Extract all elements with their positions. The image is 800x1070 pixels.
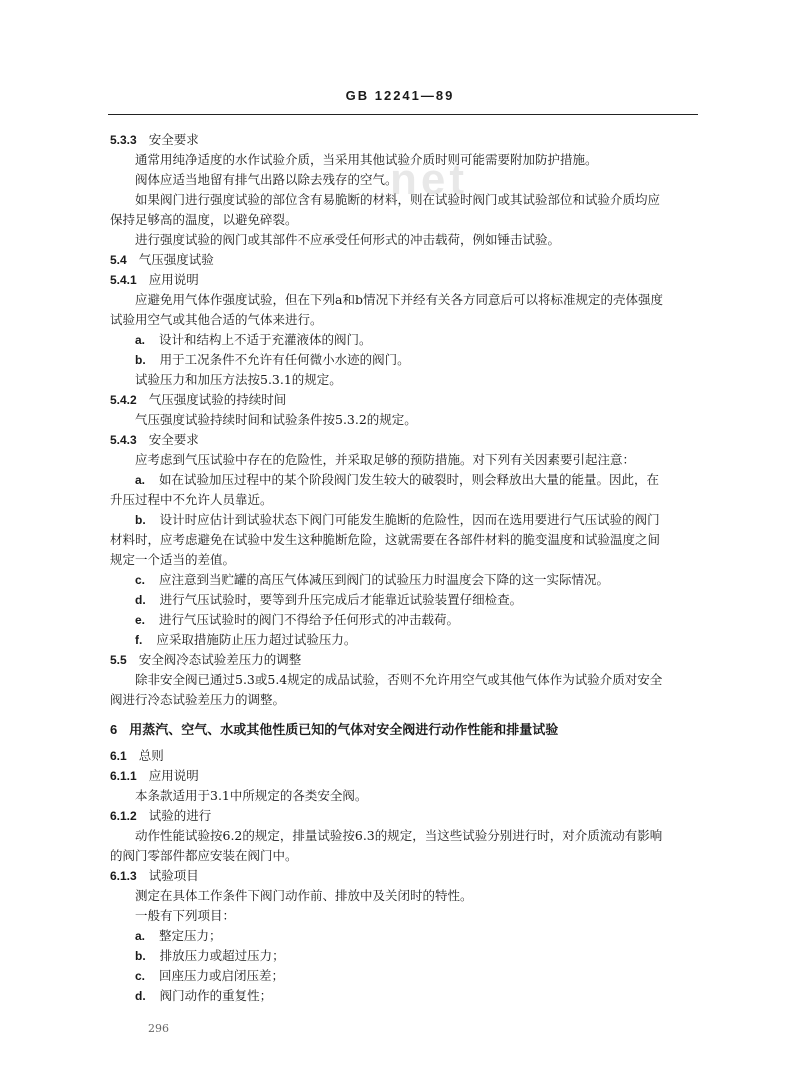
list-item [135, 572, 609, 588]
list-marker: b. [135, 353, 146, 367]
text-line [110, 312, 323, 328]
clause-number: 5.4 [110, 253, 127, 267]
line-text: 应注意到当贮罐的高压气体减压到阀门的试验压力时温度会下降的这一实际情况。 [159, 572, 610, 587]
line-text: 一般有下列项目： [135, 908, 236, 923]
line-text: 如果阀门进行强度试验的部位含有易脆断的材料，则在试验时阀门或其试验部位和试验介质均应 [135, 192, 661, 207]
line-text: 试验项目 [148, 868, 199, 883]
list-item [135, 612, 459, 628]
page-header: GB 12241—89 [345, 88, 455, 103]
line-text: 安全阀冷态试验差压力的调整 [138, 652, 302, 667]
line-text: 进行气压试验时的阀门不得给予任何形式的冲击载荷。 [159, 612, 460, 627]
line-text: 通常用纯净适度的水作试验介质，当采用其他试验介质时则可能需要附加防护措施。 [135, 152, 598, 167]
clause-heading [110, 748, 164, 764]
line-text: 设计时应估计到试验状态下阀门可能发生脆断的危险性，因而在选用要进行气压试验的阀门 [159, 512, 660, 527]
line-text: 除非安全阀已通过5.3或5.4规定的成品试验，否则不允许用空气或其他气体作为试验介质对安全 [135, 672, 663, 687]
line-text: 回座压力或启闭压差； [159, 968, 285, 983]
clause-number: 6 [110, 722, 118, 737]
line-text: 本条款适用于3.1中所规定的各类安全阀。 [135, 788, 368, 803]
text-line [135, 412, 417, 428]
clause-heading [110, 432, 199, 448]
line-text: 用于工况条件不允许有任何微小水迹的阀门。 [159, 352, 410, 367]
list-item [135, 948, 285, 964]
text-line [110, 532, 660, 548]
line-text: 应考虑到气压试验中存在的危险性，并采取足够的预防措施。对下列有关因素要引起注意： [135, 452, 636, 467]
line-text: 整定压力； [159, 928, 222, 943]
line-text: 保持足够高的温度，以避免碎裂。 [110, 212, 298, 227]
line-text: 排放压力或超过压力； [159, 948, 285, 963]
clause-heading [110, 768, 199, 784]
list-marker: a. [135, 333, 146, 347]
clause-heading [110, 392, 286, 408]
line-text: 试验的进行 [148, 808, 212, 823]
watermark: net [390, 155, 468, 204]
list-item [135, 592, 522, 608]
list-marker: c. [135, 969, 146, 983]
line-text: 阀体应适当地留有排气出路以除去残存的空气。 [135, 172, 398, 187]
text-line [135, 152, 598, 168]
line-text: 应避免用气体作强度试验，但在下列a和b情况下并经有关各方同意后可以将标准规定的壳体强度 [135, 292, 663, 307]
line-text: 的阀门零部件都应安装在阀门中。 [110, 848, 298, 863]
list-item [135, 988, 272, 1004]
list-marker: f. [135, 633, 143, 647]
line-text: 气压强度试验的持续时间 [148, 392, 287, 407]
line-text: 阀门动作的重复性； [159, 988, 273, 1003]
header-rule [108, 114, 698, 115]
line-text: 气压强度试验 [138, 252, 214, 267]
text-line [135, 828, 662, 844]
list-item [135, 472, 659, 488]
clause-heading [110, 868, 199, 884]
line-text: 安全要求 [148, 432, 199, 447]
text-line [135, 452, 635, 468]
text-line [110, 848, 298, 864]
list-marker: b. [135, 949, 146, 963]
line-text: 进行气压试验时，要等到升压完成后才能靠近试验装置仔细检查。 [159, 592, 523, 607]
text-line [135, 672, 662, 688]
clause-number: 5.4.2 [110, 393, 137, 407]
text-line [110, 552, 235, 568]
line-text: 材料时，应考虑避免在试验中发生这种脆断危险，这就需要在各部件材料的脆变温度和试验温度之间 [110, 532, 661, 547]
text-line [135, 172, 398, 188]
line-text: 升压过程中不允许人员靠近。 [110, 492, 273, 507]
clause-heading [110, 132, 199, 148]
list-item [135, 332, 372, 348]
line-text: 应用说明 [148, 272, 199, 287]
text-line [135, 192, 660, 208]
list-item [135, 968, 284, 984]
line-text: 动作性能试验按6.2的规定，排量试验按6.3的规定，当这些试验分别进行时，对介质流动有影响 [135, 828, 663, 843]
clause-number: 5.5 [110, 653, 127, 667]
text-line [110, 492, 273, 508]
line-text: 总则 [138, 748, 164, 763]
line-text: 规定一个适当的差值。 [110, 552, 236, 567]
clause-number: 6.1.1 [110, 769, 137, 783]
text-line [135, 232, 560, 248]
line-text: 应采取措施防止压力超过试验压力。 [156, 632, 357, 647]
clause-number: 6.1.3 [110, 869, 137, 883]
list-marker: b. [135, 513, 146, 527]
text-line [110, 692, 285, 708]
line-text: 气压强度试验持续时间和试验条件按5.3.2的规定。 [135, 412, 417, 427]
line-text: 如在试验加压过程中的某个阶段阀门发生较大的破裂时，则会释放出大量的能量。因此，在 [159, 472, 660, 487]
line-text: 试验用空气或其他合适的气体来进行。 [110, 312, 323, 327]
list-marker: d. [135, 593, 146, 607]
clause-number: 6.1.2 [110, 809, 137, 823]
clause-number: 5.4.1 [110, 273, 137, 287]
list-item [135, 632, 356, 648]
text-line [110, 212, 298, 228]
list-marker: e. [135, 613, 146, 627]
list-marker: d. [135, 989, 146, 1003]
text-line [135, 908, 235, 924]
line-text: 用蒸汽、空气、水或其他性质已知的气体对安全阀进行动作性能和排量试验 [129, 722, 559, 737]
text-line [135, 372, 342, 388]
section-heading [110, 722, 558, 738]
clause-heading [110, 272, 199, 288]
list-item [135, 512, 660, 528]
list-marker: c. [135, 573, 146, 587]
clause-number: 5.4.3 [110, 433, 137, 447]
clause-heading [110, 252, 214, 268]
list-item [135, 928, 222, 944]
text-line [135, 292, 663, 308]
line-text: 设计和结构上不适于充灌液体的阀门。 [159, 332, 372, 347]
list-marker: a. [135, 929, 146, 943]
line-text: 进行强度试验的阀门或其部件不应承受任何形式的冲击载荷，例如锤击试验。 [135, 232, 561, 247]
text-line [135, 788, 367, 804]
clause-number: 6.1 [110, 749, 127, 763]
line-text: 测定在具体工作条件下阀门动作前、排放中及关闭时的特性。 [135, 888, 473, 903]
line-text: 试验压力和加压方法按5.3.1的规定。 [135, 372, 342, 387]
line-text: 阀进行冷态试验差压力的调整。 [110, 692, 286, 707]
list-marker: a. [135, 473, 146, 487]
list-item [135, 352, 410, 368]
line-text: 应用说明 [148, 768, 199, 783]
line-text: 安全要求 [148, 132, 199, 147]
clause-heading [110, 652, 301, 668]
clause-number: 5.3.3 [110, 133, 137, 147]
clause-heading [110, 808, 211, 824]
page-number: 296 [148, 1022, 169, 1035]
text-line [135, 888, 473, 904]
